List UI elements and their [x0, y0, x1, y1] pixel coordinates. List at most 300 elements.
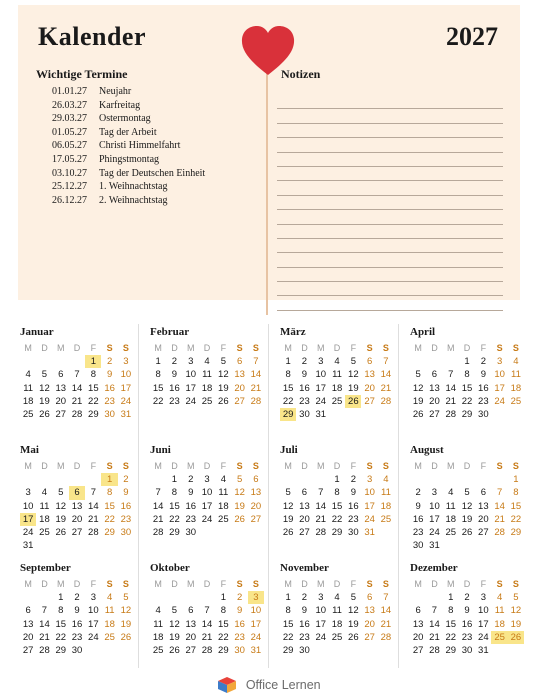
day-cell: 2 [415, 487, 421, 499]
day-cell: 20 [250, 500, 262, 512]
day-cell: 13 [364, 605, 375, 617]
day-cell: 14 [250, 369, 262, 381]
day-cell: 29 [445, 645, 457, 657]
empty-day-cell [199, 591, 215, 604]
weekday-label: S [496, 461, 503, 471]
month-grid [150, 341, 270, 408]
day-cell: 6 [236, 356, 243, 367]
day-cell: 13 [234, 369, 245, 381]
day-cell: 6 [366, 356, 373, 367]
weekday-label: M [186, 343, 195, 353]
weekday-label: M [446, 343, 455, 353]
day-cell: 26 [120, 631, 132, 643]
day-cell: 4 [220, 474, 226, 485]
notes-line [277, 239, 503, 253]
weekday-label: F [90, 461, 97, 471]
day-cell: 29 [331, 527, 343, 539]
notes-line [277, 138, 503, 152]
month-grid [280, 577, 400, 657]
day-cell: 2 [171, 356, 178, 367]
column-divider [268, 324, 269, 668]
day-cell: 28 [429, 645, 440, 657]
weekday-label: F [350, 579, 357, 589]
month-juni [150, 444, 270, 539]
day-cell: 10 [22, 500, 34, 512]
day-cell: 6 [253, 474, 259, 485]
day-cell: 31 [364, 527, 375, 539]
month-grid [410, 459, 530, 553]
day-cell: 15 [104, 500, 115, 512]
month-grid [150, 577, 270, 657]
day-cell: 19 [461, 513, 473, 525]
day-cell: 28 [152, 527, 164, 539]
day-cell: 20 [71, 513, 83, 525]
important-date-date: 01.01.27 [52, 86, 87, 97]
day-cell: 15 [55, 618, 67, 630]
day-cell: 22 [55, 631, 67, 643]
day-cell: 25 [510, 395, 522, 407]
day-cell: 23 [412, 527, 424, 539]
day-cell: 9 [74, 605, 80, 617]
weekday-label: S [496, 579, 503, 589]
day-cell: 10 [250, 605, 262, 617]
day-cell: 28 [380, 395, 392, 407]
weekday-label: M [24, 461, 32, 471]
weekday-label: D [203, 461, 211, 471]
important-date-item [52, 112, 205, 126]
day-cell: 23 [478, 395, 489, 407]
empty-day-cell [20, 355, 36, 368]
day-cell: 2 [74, 592, 80, 603]
important-date-item [52, 126, 205, 140]
day-cell: 10 [364, 487, 375, 499]
weekday-label: M [154, 461, 162, 471]
day-cell: 31 [250, 645, 262, 657]
day-cell: 25 [380, 513, 392, 525]
day-cell: 10 [429, 500, 440, 512]
day-cell: 17 [185, 382, 197, 394]
weekday-label: M [284, 461, 292, 471]
weekday-label: D [431, 579, 438, 589]
day-cell: 28 [380, 631, 392, 643]
weekday-label: M [316, 579, 325, 589]
month-september [20, 562, 140, 657]
day-cell: 7 [90, 487, 96, 499]
day-cell: 17 [315, 382, 327, 394]
day-cell: 9 [350, 487, 356, 499]
day-cell: 24 [429, 527, 440, 539]
weekday-label: D [73, 343, 81, 353]
day-cell: 3 [188, 356, 194, 367]
weekday-label: D [171, 461, 178, 471]
weekday-label: M [316, 461, 325, 471]
day-cell: 6 [415, 605, 421, 617]
empty-day-cell [410, 591, 426, 604]
day-cell: 18 [218, 500, 229, 512]
day-cell: 5 [236, 474, 243, 485]
day-cell: 28 [88, 527, 99, 539]
important-date-date: 01.05.27 [52, 126, 87, 138]
footer-brand: Office Lernen [245, 678, 321, 692]
day-cell: 16 [234, 618, 245, 630]
empty-day-cell [426, 355, 442, 368]
day-cell: 19 [510, 618, 522, 630]
day-cell: 6 [366, 592, 373, 603]
empty-day-cell [491, 473, 507, 486]
month-august [410, 444, 530, 553]
day-cell: 23 [461, 631, 473, 643]
day-cell: 24 [201, 513, 213, 525]
day-cell: 18 [380, 500, 392, 512]
weekday-label: M [414, 461, 422, 471]
day-cell: 18 [22, 395, 34, 407]
day-cell: 2 [301, 356, 308, 367]
day-cell: 15 [218, 618, 229, 630]
day-cell: 1 [513, 474, 519, 485]
day-cell: 22 [169, 513, 180, 525]
day-cell: 11 [510, 369, 521, 381]
weekday-label: F [350, 461, 357, 471]
day-cell: 14 [39, 618, 50, 630]
month-grid [280, 341, 400, 421]
day-cell: 11 [380, 487, 391, 499]
day-cell: 1 [155, 356, 161, 367]
weekday-label: S [366, 461, 373, 471]
day-cell: 28 [39, 645, 50, 657]
day-cell: 23 [348, 513, 359, 525]
day-cell: 19 [348, 382, 359, 394]
weekday-label: D [41, 343, 48, 353]
day-cell: 3 [204, 474, 210, 485]
weekday-label: S [382, 343, 389, 353]
day-cell: 20 [478, 513, 489, 525]
day-cell: 2 [106, 356, 113, 367]
day-cell: 5 [513, 592, 519, 603]
empty-day-cell [313, 473, 329, 486]
day-cell: 17 [429, 513, 440, 525]
day-cell: 8 [58, 605, 64, 617]
day-cell: 25 [331, 631, 343, 643]
day-cell: 3 [480, 592, 486, 603]
day-cell: 18 [104, 618, 115, 630]
day-cell: 9 [464, 605, 470, 617]
important-date-name: Neujahr [99, 86, 132, 97]
day-cell: 15 [461, 382, 473, 394]
day-cell: 22 [282, 631, 294, 643]
day-cell: 29 [461, 409, 473, 421]
empty-day-cell [296, 473, 312, 486]
weekday-label: D [73, 461, 81, 471]
day-cell: 13 [412, 618, 424, 630]
day-cell: 2 [301, 592, 308, 603]
important-date-name: Karfreitag [99, 99, 141, 111]
day-cell: 14 [315, 500, 327, 512]
weekday-label: F [220, 343, 227, 353]
day-cell: 15 [152, 382, 164, 394]
day-cell: 24 [250, 631, 262, 643]
day-cell: 25 [331, 395, 343, 407]
day-cell: 22 [510, 513, 522, 525]
day-cell: 9 [123, 487, 129, 499]
important-date-item [52, 139, 205, 153]
day-cell: 7 [318, 487, 324, 499]
day-cell: 4 [448, 487, 454, 499]
day-cell: 20 [234, 382, 245, 394]
empty-day-cell [150, 473, 166, 486]
day-cell: 4 [496, 592, 503, 603]
day-cell: 3 [366, 474, 373, 485]
important-date-item [52, 153, 205, 167]
day-cell: 20 [429, 395, 440, 407]
day-cell: 21 [152, 513, 164, 525]
important-date-item [52, 99, 205, 113]
important-date-name: 2. Weihnachtstag [99, 194, 168, 206]
day-cell: 9 [480, 369, 486, 381]
day-cell: 16 [461, 618, 473, 630]
day-cell: 21 [380, 382, 392, 394]
day-cell: 30 [104, 409, 115, 421]
empty-day-cell [443, 355, 459, 368]
empty-day-cell [459, 473, 475, 486]
day-cell: 7 [253, 356, 259, 367]
day-cell: 30 [478, 409, 489, 421]
holiday-day-cell: 3 [248, 591, 264, 604]
day-cell: 24 [494, 395, 505, 407]
day-cell: 3 [431, 487, 438, 499]
month-november [280, 562, 400, 657]
day-cell: 28 [71, 409, 83, 421]
month-grid [410, 341, 530, 421]
important-date-date: 06.05.27 [52, 140, 87, 152]
day-cell: 4 [334, 356, 340, 367]
day-cell: 26 [412, 409, 424, 421]
day-cell: 29 [55, 645, 67, 657]
day-cell: 9 [106, 369, 113, 381]
month-name: August [410, 444, 444, 456]
day-cell: 4 [25, 369, 31, 381]
day-cell: 4 [204, 356, 210, 367]
weekday-label: D [301, 343, 308, 353]
day-cell: 4 [383, 474, 389, 485]
weekday-label: F [90, 343, 97, 353]
day-cell: 6 [301, 487, 308, 499]
day-cell: 16 [104, 382, 115, 394]
day-cell: 29 [104, 527, 115, 539]
day-cell: 25 [218, 513, 229, 525]
day-cell: 2 [123, 474, 129, 485]
day-cell: 3 [25, 487, 31, 499]
weekday-label: F [350, 343, 357, 353]
day-cell: 5 [220, 356, 226, 367]
weekday-label: D [73, 579, 81, 589]
day-cell: 29 [88, 409, 99, 421]
day-cell: 20 [22, 631, 34, 643]
empty-day-cell [69, 355, 85, 368]
important-date-date: 17.05.27 [52, 153, 87, 165]
day-cell: 17 [88, 618, 99, 630]
weekday-label: M [186, 579, 195, 589]
day-cell: 8 [285, 369, 291, 381]
weekday-label: S [496, 343, 503, 353]
important-date-date: 03.10.27 [52, 167, 87, 179]
day-cell: 26 [348, 631, 359, 643]
weekday-label: D [41, 579, 48, 589]
day-cell: 17 [364, 500, 375, 512]
day-cell: 13 [429, 382, 440, 394]
day-cell: 28 [494, 527, 505, 539]
day-cell: 12 [120, 605, 132, 617]
cube-logo-icon [217, 676, 237, 694]
weekday-label: M [186, 461, 195, 471]
weekday-label: S [252, 579, 259, 589]
day-cell: 7 [496, 487, 503, 499]
weekday-label: M [154, 579, 162, 589]
notes-line [277, 210, 503, 224]
month-name: Januar [20, 326, 54, 338]
day-cell: 8 [90, 369, 96, 381]
day-cell: 26 [39, 409, 50, 421]
day-cell: 21 [494, 513, 505, 525]
day-cell: 27 [71, 527, 83, 539]
notes-line [277, 268, 503, 282]
day-cell: 9 [301, 605, 308, 617]
day-cell: 30 [348, 527, 359, 539]
day-cell: 23 [169, 395, 180, 407]
day-cell: 12 [348, 605, 359, 617]
day-cell: 26 [218, 395, 229, 407]
month-märz [280, 326, 400, 421]
day-cell: 30 [120, 527, 132, 539]
holiday-day-cell: 17 [20, 513, 36, 526]
important-date-date: 25.12.27 [52, 181, 87, 193]
day-cell: 31 [478, 645, 489, 657]
month-mai [20, 444, 140, 553]
day-cell: 1 [334, 474, 340, 485]
weekday-label: D [301, 579, 308, 589]
day-cell: 22 [104, 513, 115, 525]
day-cell: 29 [169, 527, 180, 539]
weekday-label: D [431, 461, 438, 471]
day-cell: 12 [282, 500, 294, 512]
weekday-label: M [24, 579, 32, 589]
empty-day-cell [166, 591, 182, 604]
day-cell: 6 [480, 487, 486, 499]
empty-day-cell [410, 355, 426, 368]
day-cell: 1 [220, 592, 226, 603]
day-cell: 25 [445, 527, 457, 539]
important-date-name: 1. Weihnachtstag [99, 181, 168, 193]
weekday-label: D [203, 579, 211, 589]
day-cell: 13 [55, 382, 67, 394]
month-name: September [20, 562, 71, 574]
day-cell: 21 [315, 513, 327, 525]
day-cell: 7 [448, 369, 454, 381]
day-cell: 15 [445, 618, 457, 630]
month-name: Februar [150, 326, 190, 338]
day-cell: 24 [478, 631, 489, 643]
empty-day-cell [36, 355, 52, 368]
day-cell: 13 [185, 618, 197, 630]
day-cell: 5 [350, 356, 356, 367]
day-cell: 7 [41, 605, 48, 617]
weekday-label: S [366, 343, 373, 353]
page-title: Kalender [38, 22, 146, 51]
day-cell: 22 [461, 395, 473, 407]
notes-line [277, 109, 503, 123]
empty-day-cell [85, 473, 101, 486]
day-cell: 1 [285, 592, 291, 603]
day-cell: 20 [299, 513, 310, 525]
month-grid [20, 341, 140, 421]
day-cell: 22 [445, 631, 457, 643]
year-label: 2027 [446, 22, 498, 51]
important-dates-heading: Wichtige Termine [36, 67, 128, 81]
day-cell: 11 [153, 618, 164, 630]
day-cell: 12 [234, 487, 245, 499]
day-cell: 16 [299, 618, 310, 630]
day-cell: 8 [334, 487, 340, 499]
month-grid [20, 577, 140, 657]
day-cell: 4 [41, 487, 48, 499]
holiday-day-cell: 26 [345, 395, 361, 408]
day-cell: 27 [364, 395, 375, 407]
weekday-label: M [414, 579, 422, 589]
empty-day-cell [53, 473, 69, 486]
day-cell: 14 [152, 500, 164, 512]
day-cell: 8 [448, 605, 454, 617]
day-cell: 18 [494, 618, 505, 630]
notes-line [277, 253, 503, 267]
day-cell: 19 [169, 631, 180, 643]
weekday-label: D [463, 461, 471, 471]
day-cell: 10 [88, 605, 99, 617]
day-cell: 22 [282, 395, 294, 407]
important-dates-list [52, 85, 205, 207]
day-cell: 9 [415, 500, 421, 512]
day-cell: 12 [412, 382, 424, 394]
empty-day-cell [150, 591, 166, 604]
day-cell: 16 [120, 500, 132, 512]
empty-day-cell [36, 591, 52, 604]
empty-day-cell [20, 591, 36, 604]
day-cell: 2 [188, 474, 194, 485]
day-cell: 25 [22, 409, 34, 421]
day-cell: 19 [55, 513, 67, 525]
month-name: Oktober [150, 562, 190, 574]
day-cell: 1 [285, 356, 291, 367]
day-cell: 14 [201, 618, 213, 630]
weekday-label: F [90, 579, 97, 589]
weekday-label: D [333, 461, 341, 471]
day-cell: 13 [22, 618, 34, 630]
day-cell: 16 [169, 382, 180, 394]
day-cell: 12 [55, 500, 67, 512]
important-date-item [52, 167, 205, 181]
day-cell: 1 [448, 592, 454, 603]
notes-line [277, 181, 503, 195]
notes-line [277, 225, 503, 239]
important-date-item [52, 194, 205, 208]
important-date-date: 26.12.27 [52, 194, 87, 206]
day-cell: 14 [429, 618, 440, 630]
day-cell: 30 [185, 527, 197, 539]
day-cell: 21 [39, 631, 50, 643]
day-cell: 26 [55, 527, 67, 539]
day-cell: 26 [169, 645, 180, 657]
day-cell: 1 [58, 592, 64, 603]
column-divider [398, 324, 399, 668]
day-cell: 26 [282, 527, 294, 539]
